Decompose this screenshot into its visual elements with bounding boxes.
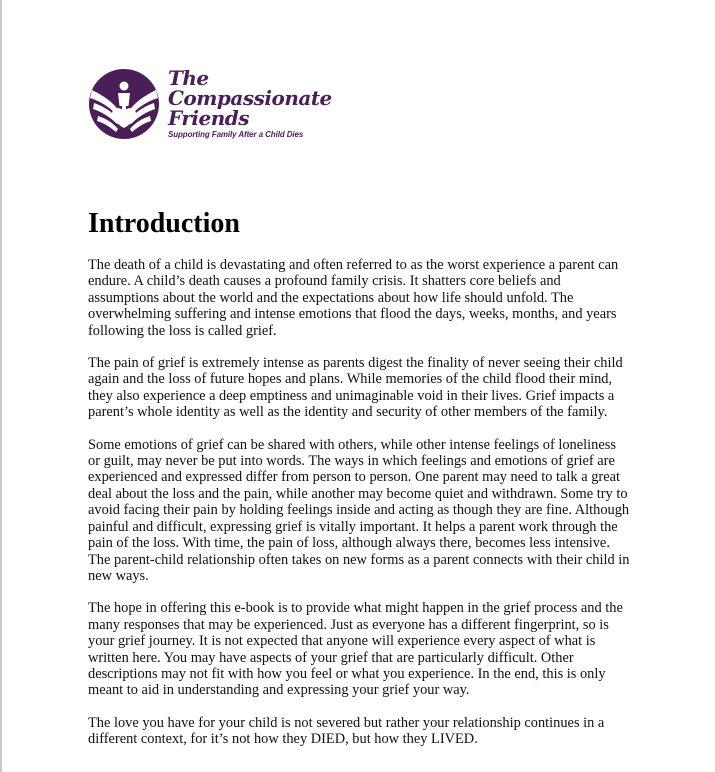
logo-word-compassionate: Compassionate bbox=[168, 86, 332, 110]
logo-word-friends: Friends bbox=[168, 106, 249, 130]
organization-logo bbox=[88, 68, 348, 144]
logo-wordmark bbox=[168, 68, 348, 140]
paragraph-4: The hope in offering this e-book is to provide what might happen in the grief process and the many responses that may be experienced. Just as everyone has a different fingerprint, so is your grief journey. It is not expected that anyone will experience every aspect of what is written here. You may have aspects of your grief that are particularly difficult. Other descriptions may not fit with how you feel or what you experience. In the end, this is only meant to aid in understanding and expressing your grief your way. bbox=[88, 600, 623, 699]
page-left-edge bbox=[0, 0, 2, 772]
paragraph-5: The love you have for your child is not severed but rather your relationship continues in a different context, for it’s not how they DIED, but how they LIVED. bbox=[88, 714, 605, 748]
paragraph-2: The pain of grief is extremely intense as parents digest the finality of never seeing their child again and the loss of future hopes and plans. While memories of the child flood their mind, they also experience a deep emptiness and unimaginable void in their lives. Grief impacts a parent’s whole identity as well as the identity and security of other members of the family. bbox=[88, 355, 623, 421]
logo-word-the: The bbox=[168, 66, 209, 90]
introduction-body bbox=[88, 257, 631, 764]
compassionate-friends-emblem-icon bbox=[88, 68, 160, 140]
paragraph-3: Some emotions of grief can be shared with others, while other intense feelings of loneliness or guilt, may never be put into words. The ways in which feelings and emotions of grief are experienced and expressed differ from person to person. One parent may need to talk a great deal about the loss and the pain, while another may become quiet and withdrawn. Some try to avoid facing their pain by holding feelings inside and acting as though they are fine. Although painful and difficult, expressing grief is vitally important. It helps a parent work through the pain of the loss. With time, the pain of loss, although always there, becomes less intensive. The parent-child relationship often takes on new forms as a parent connects with their child in new ways. bbox=[88, 436, 630, 584]
section-heading: Introduction bbox=[88, 208, 240, 239]
logo-tagline: Supporting Family After a Child Dies bbox=[168, 130, 304, 139]
paragraph-1: The death of a child is devastating and often referred to as the worst experience a parent can endure. A child’s death causes a profound family crisis. It shatters core beliefs and assumptions about the world and the expectations about how life should unfold. The overwhelming suffering and intense emotions that flood the days, weeks, months, and years following the loss is called grief. bbox=[88, 257, 619, 339]
